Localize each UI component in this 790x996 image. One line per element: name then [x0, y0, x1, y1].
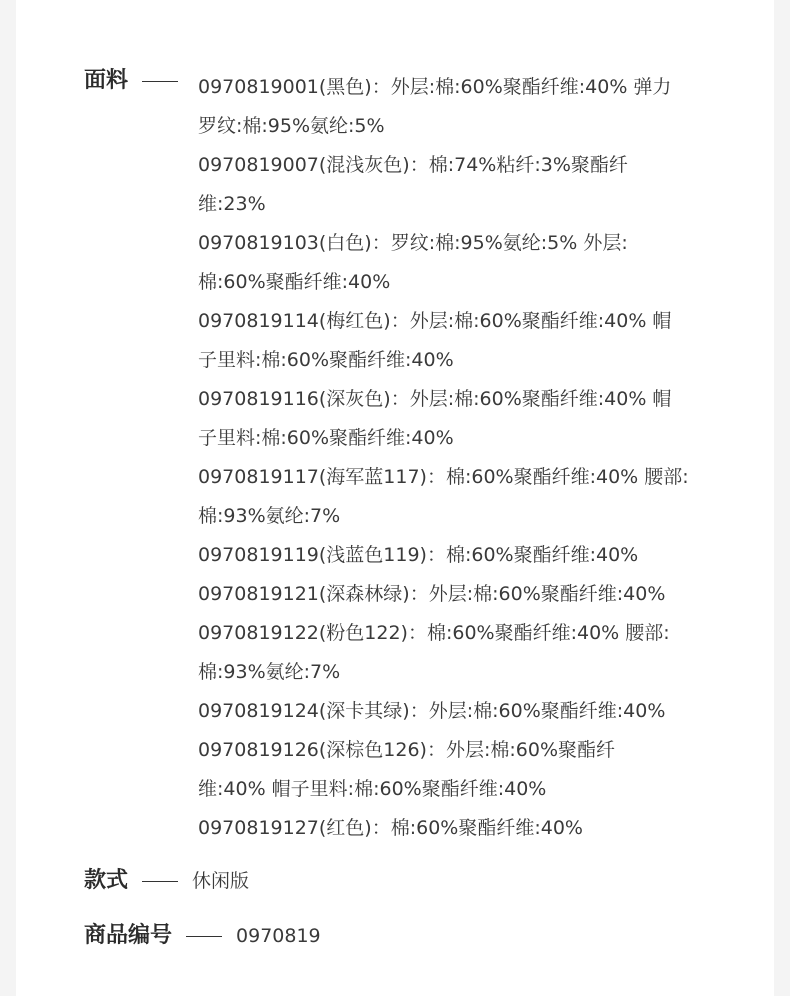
fabric-line: 0970819126(深棕色126)：外层:棉:60%聚酯纤: [198, 739, 616, 761]
fabric-line: 棉:93%氨纶:7%: [198, 661, 341, 683]
fabric-line: 0970819103(白色)：罗纹:棉:95%氨纶:5% 外层:: [198, 232, 628, 254]
fabric-line: 棉:93%氨纶:7%: [198, 505, 341, 527]
product-code-divider: [186, 936, 222, 937]
style-value: 休闲版: [192, 870, 250, 892]
fabric-row: [84, 68, 192, 94]
fabric-divider: [142, 81, 178, 82]
fabric-line: 0970819007(混浅灰色)：棉:74%粘纤:3%聚酯纤: [198, 154, 628, 176]
fabric-line: 子里料:棉:60%聚酯纤维:40%: [198, 427, 454, 449]
fabric-line: 0970819114(梅红色)：外层:棉:60%聚酯纤维:40% 帽: [198, 310, 672, 332]
style-row: [84, 868, 249, 894]
product-code-row: [84, 923, 321, 949]
fabric-line: 维:23%: [198, 193, 266, 215]
fabric-label: 面料: [84, 68, 129, 93]
fabric-line: 子里料:棉:60%聚酯纤维:40%: [198, 349, 454, 371]
fabric-line: 0970819119(浅蓝色119)：棉:60%聚酯纤维:40%: [198, 544, 639, 566]
fabric-line: 0970819124(深卡其绿)：外层:棉:60%聚酯纤维:40%: [198, 700, 666, 722]
style-divider: [142, 881, 178, 882]
fabric-composition-list: [198, 68, 728, 848]
fabric-line: 罗纹:棉:95%氨纶:5%: [198, 115, 385, 137]
fabric-line: 0970819127(红色)：棉:60%聚酯纤维:40%: [198, 817, 583, 839]
fabric-line: 0970819001(黑色)：外层:棉:60%聚酯纤维:40% 弹力: [198, 76, 672, 98]
style-label: 款式: [84, 868, 129, 893]
fabric-line: 棉:60%聚酯纤维:40%: [198, 271, 391, 293]
fabric-line: 0970819122(粉色122)：棉:60%聚酯纤维:40% 腰部:: [198, 622, 670, 644]
fabric-line: 0970819117(海军蓝117)：棉:60%聚酯纤维:40% 腰部:: [198, 466, 689, 488]
fabric-line: 0970819116(深灰色)：外层:棉:60%聚酯纤维:40% 帽: [198, 388, 672, 410]
fabric-line: 维:40% 帽子里料:棉:60%聚酯纤维:40%: [198, 778, 547, 800]
product-code-label: 商品编号: [84, 923, 173, 948]
product-code-value: 0970819: [236, 925, 321, 947]
fabric-line: 0970819121(深森林绿)：外层:棉:60%聚酯纤维:40%: [198, 583, 666, 605]
